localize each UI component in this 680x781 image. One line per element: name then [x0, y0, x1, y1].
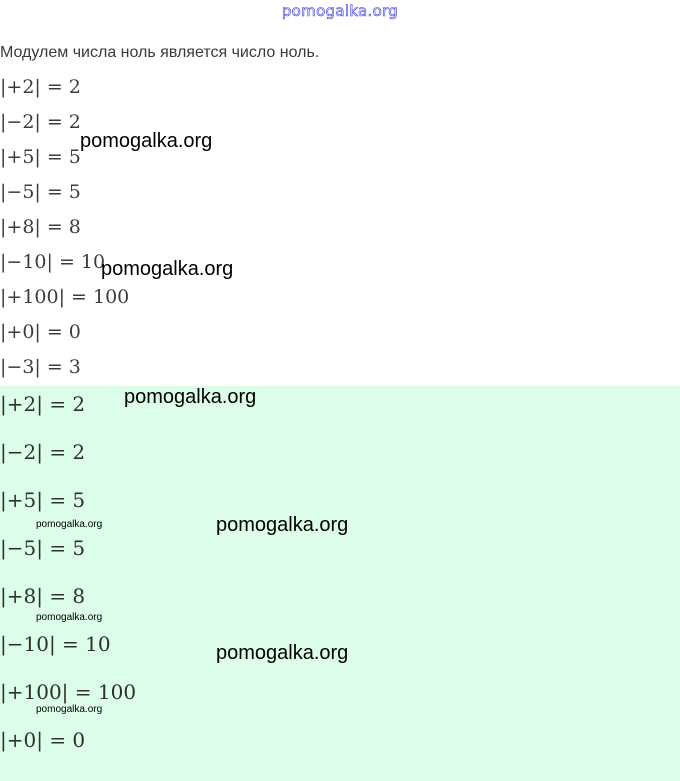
answer-equation-abs-plus-5: |+5| = 5 [0, 488, 86, 512]
answer-equation-abs-plus-2: |+2| = 2 [0, 392, 86, 416]
watermark-text: pomogalka.org [216, 642, 349, 664]
watermark-text: pomogalka.org [216, 514, 349, 536]
watermark-text: pomogalka.org [101, 258, 234, 280]
equation-abs-plus-8: |+8| = 8 [0, 216, 81, 238]
answer-equation-abs-plus-0: |+0| = 0 [0, 728, 86, 752]
equation-abs-minus-3: |−3| = 3 [0, 356, 81, 378]
answer-equation-abs-minus-2: |−2| = 2 [0, 440, 86, 464]
answer-equation-abs-minus-10: |−10| = 10 [0, 632, 111, 656]
equation-abs-plus-5: |+5| = 5 [0, 146, 81, 168]
equation-abs-plus-2: |+2| = 2 [0, 76, 81, 98]
equation-abs-minus-5: |−5| = 5 [0, 181, 81, 203]
equation-abs-minus-2: |−2| = 2 [0, 111, 81, 133]
header-watermark: pomogalka.org [281, 2, 399, 20]
answer-equation-abs-plus-8: |+8| = 8 [0, 584, 86, 608]
answer-equation-abs-minus-5: |−5| = 5 [0, 536, 86, 560]
watermark-text-small: pomogalka.org [36, 612, 103, 623]
equation-abs-plus-0: |+0| = 0 [0, 321, 81, 343]
watermark-text: pomogalka.org [80, 130, 213, 152]
intro-text: Модулем числа ноль является число ноль. [0, 44, 320, 61]
equation-abs-plus-100: |+100| = 100 [0, 286, 130, 308]
watermark-text-small: pomogalka.org [36, 519, 103, 530]
answer-block [0, 386, 680, 781]
watermark-text-small: pomogalka.org [36, 704, 103, 715]
equation-abs-minus-10: |−10| = 10 [0, 251, 106, 273]
answer-equation-abs-plus-100: |+100| = 100 [0, 680, 137, 704]
watermark-text: pomogalka.org [124, 386, 257, 408]
